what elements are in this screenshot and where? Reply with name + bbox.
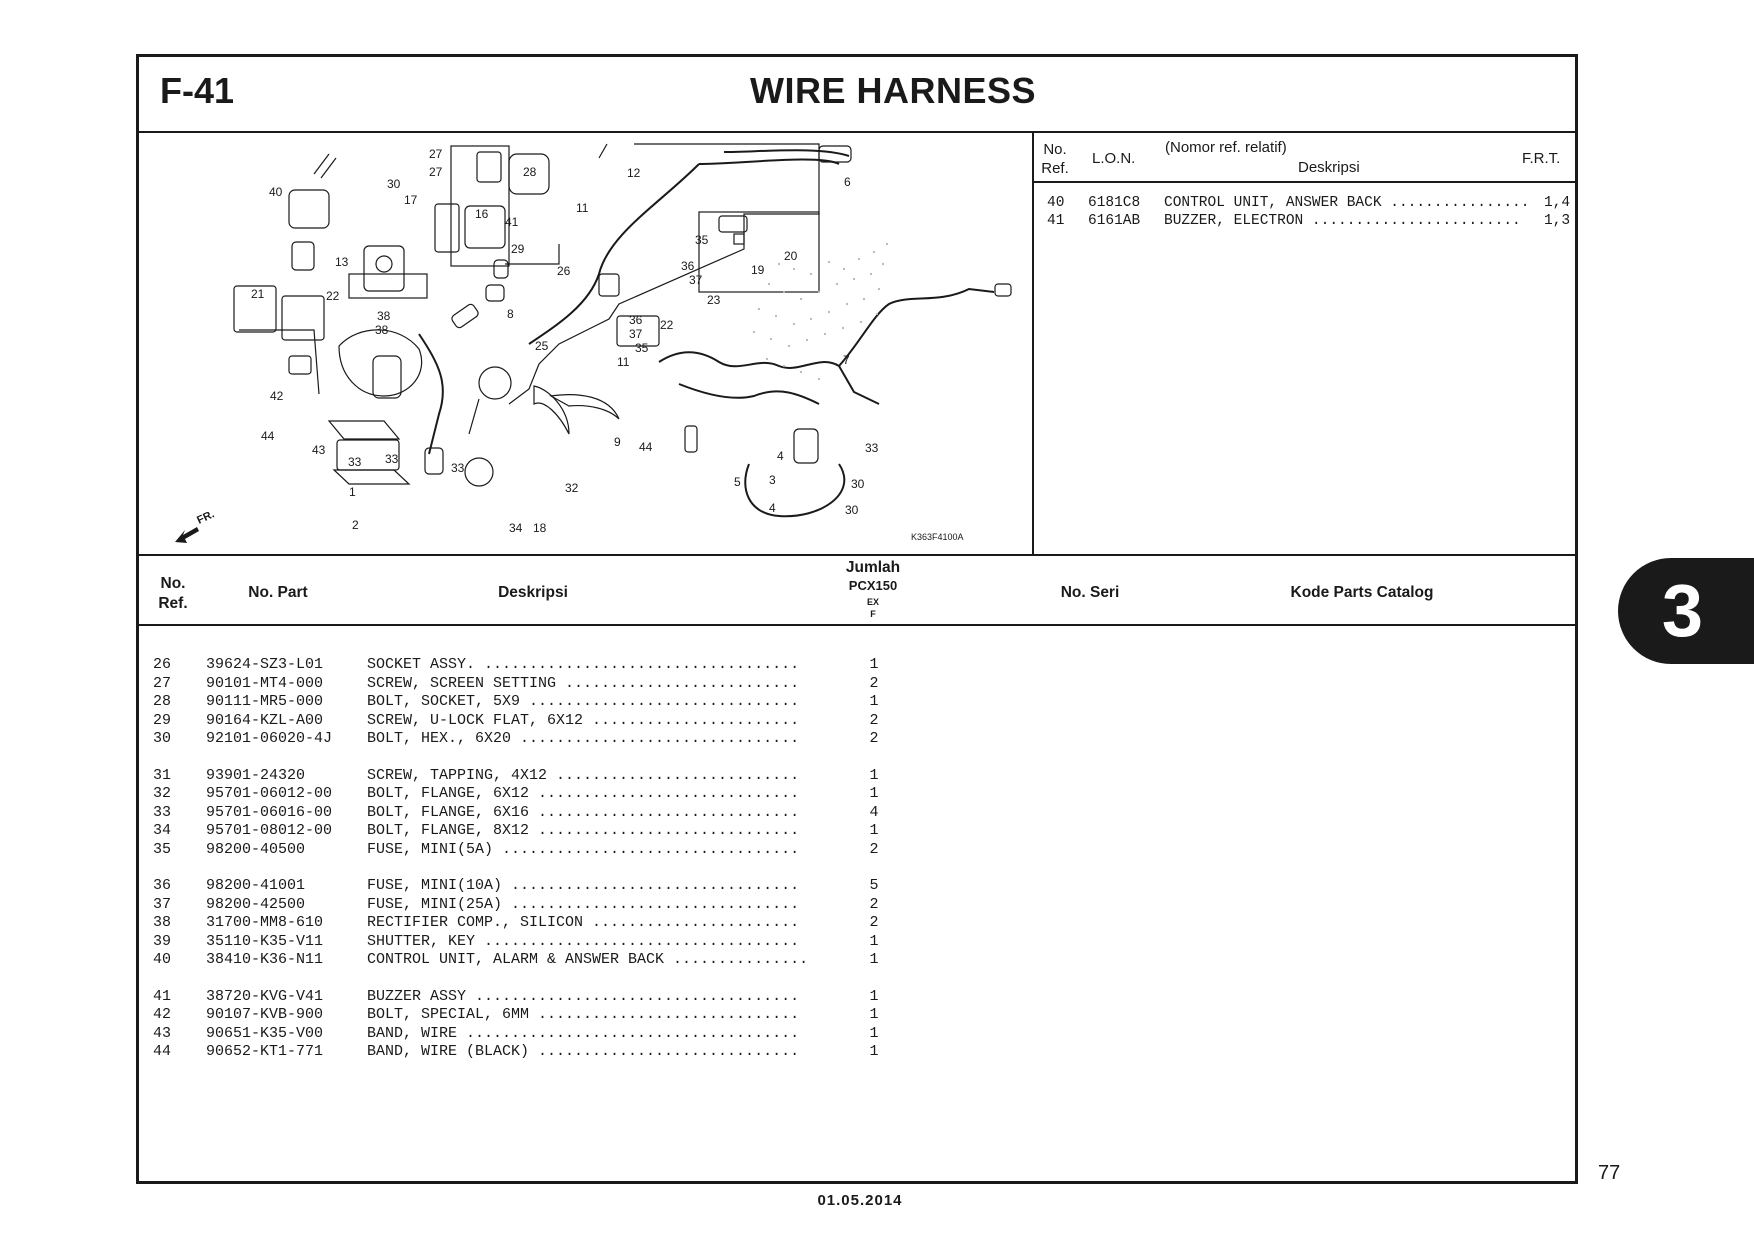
- row-part-number: 98200-41001: [206, 877, 306, 894]
- row-part-number: 38720-KVG-V41: [206, 987, 324, 1005]
- callout-5: 5: [734, 475, 741, 489]
- row-part-number: 90164-KZL-A00: [206, 711, 324, 729]
- ref-header-divider: [1034, 181, 1576, 183]
- row-ref: 30: [153, 730, 172, 747]
- row-ref: 28: [153, 693, 172, 710]
- callout-30: 30: [851, 477, 865, 491]
- callout-33c: 33: [451, 461, 465, 475]
- row-quantity: 2: [869, 711, 879, 729]
- callout-38b: 38: [375, 323, 389, 337]
- callout-7: 7: [843, 353, 850, 367]
- row-quantity: 1: [869, 951, 879, 968]
- row-quantity: 2: [869, 840, 879, 858]
- row-description: SCREW, TAPPING, 4X12 ...........................: [367, 766, 800, 784]
- ref-table-rows: [1040, 194, 1576, 230]
- row-ref: 34: [153, 822, 172, 839]
- row-quantity: 1: [869, 1043, 879, 1060]
- callout-35b: 35: [635, 341, 649, 355]
- callout-16: 16: [475, 207, 489, 221]
- callout-17: 17: [404, 193, 418, 207]
- callout-1: 1: [349, 485, 356, 499]
- table-row: [150, 914, 910, 933]
- callout-8: 8: [507, 307, 514, 321]
- ref-row-lon: 6161AB: [1088, 213, 1141, 229]
- row-description: RECTIFIER COMP., SILICON .......................: [367, 914, 800, 931]
- row-part-number: 98200-42500: [206, 895, 306, 913]
- key-switch-part: [364, 246, 404, 291]
- row-description: FUSE, MINI(10A) ................................: [367, 877, 800, 894]
- row-description: BOLT, FLANGE, 8X12 .............................: [367, 822, 800, 839]
- row-ref: 26: [153, 656, 172, 673]
- table-row: [150, 693, 910, 712]
- row-part-number: 90651-K35-V00: [206, 1024, 324, 1042]
- row-description: SCREW, SCREEN SETTING ..........................: [367, 674, 800, 692]
- row-quantity: 2: [869, 895, 879, 913]
- exploded-diagram: [139, 134, 1032, 554]
- parts-col-no-seri: No. Seri: [1060, 584, 1120, 601]
- row-part-number: 90101-MT4-000: [206, 674, 324, 692]
- row-part-number: 31700-MM8-610: [206, 914, 324, 931]
- row-description: BOLT, FLANGE, 6X16 .............................: [367, 803, 800, 821]
- row-quantity: 2: [869, 730, 879, 747]
- row-quantity: 1: [869, 822, 879, 839]
- callout-32: 32: [565, 481, 579, 495]
- table-row: [150, 675, 910, 694]
- callout-33d: 33: [865, 441, 879, 455]
- ref-row-ref: 40: [1047, 195, 1065, 211]
- row-quantity: 1: [869, 987, 879, 1005]
- horn-relay-part: [339, 330, 422, 396]
- callout-39: 40: [269, 185, 283, 199]
- row-quantity: 5: [869, 877, 879, 894]
- row-description: BAND, WIRE (BLACK) .............................: [367, 1043, 800, 1060]
- ref-row: [1040, 212, 1576, 230]
- table-row: [150, 877, 910, 896]
- table-row: [150, 1006, 910, 1025]
- row-part-number: 93901-24320: [206, 766, 306, 784]
- row-ref: 31: [153, 766, 172, 784]
- callout-25: 26: [557, 264, 571, 278]
- row-quantity: 1: [869, 932, 879, 950]
- callout-22: 22: [326, 289, 340, 303]
- callout-12: 11: [576, 201, 589, 215]
- callout-37: 37: [689, 273, 703, 287]
- ref-row-desc: BUZZER, ELECTRON ........................: [1164, 213, 1521, 229]
- row-quantity: 1: [869, 1006, 879, 1023]
- ref-col-frt: F.R.T.: [1522, 150, 1561, 167]
- parts-col-type-line2: F: [870, 609, 876, 619]
- callout-27b: 27: [429, 165, 443, 179]
- table-row: [150, 988, 910, 1007]
- row-ref: 38: [153, 914, 172, 931]
- callout-15: 12: [627, 166, 641, 180]
- callout-4: 4: [777, 449, 784, 463]
- row-quantity: 2: [869, 674, 879, 692]
- callout-33b: 33: [385, 452, 399, 466]
- callout-4b: 4: [769, 501, 776, 515]
- row-description: FUSE, MINI(5A) .................................: [367, 840, 800, 858]
- parts-no-ref-line1: No.: [160, 575, 186, 592]
- row-ref: 36: [153, 877, 172, 894]
- ref-col-nomor-ref: (Nomor ref. relatif): [1165, 139, 1287, 156]
- section-tab-number: 3: [1661, 569, 1704, 652]
- main-harness-outline: [509, 144, 819, 404]
- row-part-number: 95701-08012-00: [206, 822, 333, 839]
- callout-40: 42: [270, 389, 284, 403]
- table-row: [150, 767, 910, 786]
- callout-9: 9: [614, 435, 621, 449]
- front-direction-label: FR.: [195, 508, 217, 527]
- print-date: 01.05.2014: [817, 1192, 903, 1209]
- ref-row-ref: 41: [1047, 213, 1065, 229]
- row-ref: 37: [153, 895, 172, 913]
- table-row: [150, 951, 910, 970]
- row-ref: 29: [153, 711, 172, 729]
- callout-31: 30: [387, 177, 401, 191]
- row-part-number: 90652-KT1-771: [206, 1043, 324, 1060]
- row-quantity: 1: [869, 785, 879, 802]
- row-quantity: 4: [869, 803, 879, 821]
- row-description: BUZZER ASSY ....................................: [367, 987, 800, 1005]
- row-ref: 42: [153, 1006, 172, 1023]
- parts-header-divider: [139, 624, 1576, 626]
- ref-row-lon: 6181C8: [1088, 195, 1141, 211]
- table-row: [150, 804, 910, 823]
- ref-col-lon: L.O.N.: [1092, 150, 1136, 167]
- row-part-number: 38410-K36-N11: [206, 951, 324, 968]
- row-description: FUSE, MINI(25A) ................................: [367, 895, 800, 913]
- parts-col-type-line1: EX: [866, 597, 879, 607]
- callout-42: 44: [261, 429, 275, 443]
- diagram-divider: [139, 554, 1576, 556]
- page-title: WIRE HARNESS: [749, 70, 1037, 111]
- callout-19: 19: [751, 263, 765, 277]
- row-ref: 32: [153, 785, 172, 802]
- callout-11: 11: [617, 355, 630, 369]
- row-quantity: 1: [869, 766, 879, 784]
- row-description: BAND, WIRE .....................................: [367, 1024, 800, 1042]
- ref-row-desc: CONTROL UNIT, ANSWER BACK ................: [1164, 195, 1530, 211]
- table-row: [150, 1043, 910, 1062]
- row-ref: 39: [153, 932, 172, 950]
- parts-col-no-part: No. Part: [248, 584, 308, 601]
- table-row: [150, 712, 910, 731]
- row-description: BOLT, SPECIAL, 6MM .............................: [367, 1006, 800, 1023]
- row-description: SOCKET ASSY. ...................................: [367, 656, 800, 673]
- callout-24: 23: [707, 293, 721, 307]
- row-quantity: 2: [869, 914, 879, 931]
- callout-20: 20: [784, 249, 798, 263]
- callout-18: 18: [533, 521, 547, 535]
- row-description: BOLT, SOCKET, 5X9 ..............................: [367, 693, 800, 710]
- callout-3: 3: [769, 473, 776, 487]
- callout-34: 34: [509, 521, 523, 535]
- table-row: [150, 1025, 910, 1044]
- ref-row-frt: 1,4: [1544, 195, 1571, 211]
- ref-row-frt: 1,3: [1544, 213, 1571, 229]
- callout-41: 43: [312, 443, 326, 457]
- parts-col-model: PCX150: [848, 578, 898, 593]
- parts-col-kode-catalog: Kode Parts Catalog: [1290, 584, 1434, 601]
- row-part-number: 98200-40500: [206, 840, 306, 858]
- row-part-number: 92101-06020-4J: [206, 730, 333, 747]
- row-quantity: 1: [869, 656, 879, 673]
- row-description: SHUTTER, KEY ...................................: [367, 932, 800, 950]
- row-description: BOLT, HEX., 6X20 ...............................: [367, 730, 800, 747]
- page-number: 77: [1598, 1162, 1621, 1184]
- row-quantity: 1: [869, 1024, 879, 1042]
- callout-33: 33: [348, 455, 362, 469]
- battery-tray-part: [329, 421, 399, 439]
- fuse-holder-part: [479, 367, 511, 399]
- row-part-number: 35110-K35-V11: [206, 932, 324, 950]
- ignition-coil-part: [794, 429, 818, 463]
- key-part: [314, 154, 336, 178]
- callout-27: 27: [429, 147, 443, 161]
- table-row: [150, 730, 910, 749]
- row-description: SCREW, U-LOCK FLAT, 6X12 .......................: [367, 711, 800, 729]
- row-description: BOLT, FLANGE, 6X12 .............................: [367, 785, 800, 802]
- ref-col-no-ref: [1040, 140, 1070, 178]
- diagram-ref-divider: [1032, 133, 1034, 554]
- ref-row: [1040, 194, 1576, 212]
- parts-col-no-ref: [148, 574, 198, 614]
- table-row: [150, 896, 910, 915]
- ref-col-deskripsi: Deskripsi: [1298, 159, 1360, 176]
- diagram-image-code: K363F4100A: [911, 532, 964, 542]
- row-part-number: 90111-MR5-000: [206, 693, 324, 710]
- callout-38: 38: [377, 309, 391, 323]
- parts-no-ref-line2: Ref.: [158, 595, 188, 612]
- row-ref: 44: [153, 1043, 172, 1060]
- row-ref: 41: [153, 987, 172, 1005]
- callout-13: 13: [335, 255, 349, 269]
- table-row: [150, 933, 910, 952]
- ref-no-ref-line1: No.: [1043, 141, 1067, 158]
- row-quantity: 1: [869, 693, 879, 710]
- callout-29: 29: [511, 242, 525, 256]
- table-row: [150, 656, 910, 675]
- callout-2: 2: [352, 518, 359, 532]
- callout-35: 35: [695, 233, 709, 247]
- callout-36: 36: [681, 259, 695, 273]
- parts-table-rows: [150, 656, 910, 1062]
- callout-21: 21: [251, 287, 265, 301]
- callout-30b: 30: [845, 503, 859, 517]
- row-part-number: 39624-SZ3-L01: [206, 656, 324, 673]
- row-description: CONTROL UNIT, ALARM & ANSWER BACK ...............: [367, 951, 809, 968]
- callout-23: 22: [660, 318, 674, 332]
- buzzer-part: [289, 356, 311, 374]
- row-ref: 27: [153, 674, 172, 692]
- figure-code: F-41: [160, 70, 235, 111]
- row-ref: 35: [153, 840, 172, 858]
- callout-6: 6: [844, 175, 851, 189]
- fuse-box-bracket: [699, 212, 819, 292]
- row-part-number: 90107-KVB-900: [206, 1006, 324, 1023]
- ref-no-ref-line2: Ref.: [1041, 160, 1069, 177]
- callout-28: 28: [523, 165, 537, 179]
- row-ref: 40: [153, 951, 172, 968]
- row-ref: 33: [153, 803, 172, 821]
- table-row: [150, 822, 910, 841]
- callout-36b: 36: [629, 313, 643, 327]
- row-part-number: 95701-06012-00: [206, 785, 333, 802]
- table-row: [150, 785, 910, 804]
- row-part-number: 95701-06016-00: [206, 803, 333, 821]
- wire-harness-illustration: [139, 134, 1032, 554]
- key-shutter-part: [289, 190, 329, 228]
- row-ref: 43: [153, 1024, 172, 1042]
- callout-37b: 37: [629, 327, 643, 341]
- title-divider: [139, 131, 1576, 133]
- callout-43: 41: [505, 215, 519, 229]
- callout-26: 25: [535, 339, 549, 353]
- callout-44: 44: [639, 440, 653, 454]
- front-direction-arrow: [175, 508, 216, 543]
- parts-col-deskripsi: Deskripsi: [498, 584, 568, 601]
- parts-col-jumlah: Jumlah: [845, 559, 901, 576]
- table-row: [150, 841, 910, 860]
